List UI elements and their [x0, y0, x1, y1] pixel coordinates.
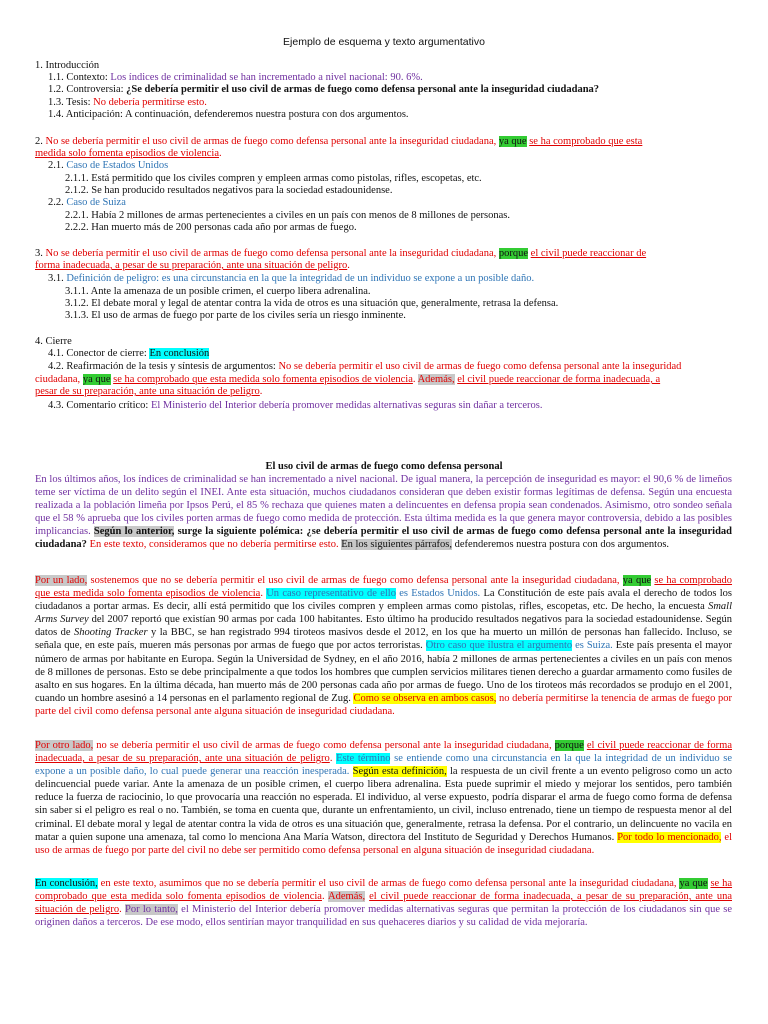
- arg3-num: 3.: [35, 248, 46, 259]
- c42-reason2a: el civil puede reaccionar de forma inadecuada, a: [457, 374, 661, 385]
- p1-controversy: surge la siguiente polémica: ¿se debería permitir el uso civil de armas de fuego como defensa personal ante la inseguridad ciudadana?: [35, 526, 732, 551]
- outline-3-1-2: 3.1.2. El debate moral y legal de atentar contra la vida de otros es una situación que, generalmente, retrasa la defensa.: [65, 298, 559, 309]
- arg2-connector: ya que: [498, 136, 527, 147]
- essay-paragraph-arg1: [35, 574, 732, 718]
- arg3-claim: No se debería permitir el uso civil de armas de fuego como defensa personal ante la inseguridad ciudadana,: [45, 248, 497, 259]
- anticipation-text: A continuación, defenderemos nuestra postura con dos argumentos.: [125, 109, 409, 120]
- s21-text: Caso de Estados Unidos: [66, 160, 169, 171]
- context-text: Los índices de criminalidad se han incrementado a nivel nacional: 90. 6%.: [110, 72, 423, 83]
- arg2-reason-end: .: [219, 148, 222, 159]
- outline-3-1-3: 3.1.3. El uso de armas de fuego por parte de los civiles sería un riesgo inminente.: [65, 310, 406, 321]
- p2-case1-connector: Un caso representativo de ello: [266, 588, 396, 600]
- p3-application-connector: Según esta definición,: [352, 766, 447, 778]
- p4-ademas: Además,: [328, 891, 366, 903]
- p2-dot: .: [260, 588, 263, 600]
- c42-reason: se ha comprobado que esta medida solo fomenta episodios de violencia: [113, 374, 413, 385]
- p4-dot: .: [321, 891, 325, 903]
- arg3-reason-end: .: [347, 260, 350, 271]
- intro-heading: 1. Introducción: [35, 60, 100, 71]
- arg2-claim: No se debería permitir el uso civil de armas de fuego como defensa personal ante la inseguridad ciudadana,: [45, 136, 497, 147]
- essay-paragraph-conclusion: [35, 877, 732, 929]
- essay-title: El uso civil de armas de fuego como defensa personal: [265, 461, 503, 472]
- p4-connector: En conclusión,: [35, 878, 98, 889]
- arg3-connector: porque: [498, 248, 529, 259]
- thesis-label: 1.3. Tesis:: [48, 97, 94, 108]
- document-title: Ejemplo de esquema y texto argumentativo: [283, 36, 485, 48]
- p3-reason: el civil puede reaccionar de forma inadecuada, a pesar de su preparación, ante una situación de peligro: [35, 740, 732, 765]
- arg2-reason-a: se ha comprobado que esta: [529, 136, 643, 147]
- c42-end: .: [259, 386, 263, 397]
- p3-definition: se entiende como una circunstancia en la que la integridad de un individuo se expone a un posible daño, lo cual puede generar una reacción inesperada.: [35, 753, 733, 778]
- s31-text: Definición de peligro: es una circunstancia en la que la integridad de un individuo se expone a un posible daño.: [66, 273, 535, 284]
- p4-critical: el Ministerio del Interior debería promover medidas alternativas seguras que permitan la protección de los ciudadanos sin que se originen daños a terceros. De ese modo, ellos sentirían mayor tranquilidad en sus quehaceres diarios y su calidad de vida mejoraría.: [35, 904, 733, 929]
- c41-text: En conclusión: [149, 348, 210, 359]
- outline-2-2: [48, 196, 126, 209]
- p2-text-4: Este país presenta el mayor número de armas por habitante en Europa. Según la Universidad de Sydney, en el año 2016, había 2 millones de armas pertenecientes a civiles en un país con menos de 8 millones de personas. Esto se debe principalmente a que todos los hombres que cumplen servicios militares tienen derecho a guardar armamento como fusiles de asalto en sus hogares. En la última década, han muerto más de 200 personas cada año por armas de fuego. Uno de los tiroteos más recordados se produjo en el 2001, cuando un hombre asesinó a 14 personas en el parlamento regional de Zug.: [35, 640, 733, 704]
- p2-text-1: La Constitución de este país avala el derecho de todos los ciudadanos a portar armas. Es decir, allí está permitido que los civiles compren y empleen armas como pistolas, rifles, escopetas, etc. De hecho, la encuesta: [35, 588, 733, 613]
- p3-dot: .: [329, 753, 333, 765]
- p2-text-2: del 2007 reportó que existían 90 armas por cada 100 habitantes. Esto último ha producido resultados negativos para la sociedad estadounidense. Según datos de: [35, 614, 732, 639]
- p3-text: la respuesta de un civil frente a un evento peligroso como un acto delincuencial puede variar. Ante la amenaza de un posible crimen, el cuerpo libera adrenalina. Esta puede suprimir el miedo y mejorar los sentidos, pero también reduce la fuerza de raciocinio, lo que provocaría una reacción no esperada. El individuo, al verse expuesto, podría disparar el arma de fuego como forma de defensa sin saber si el peligro es real o no. También, se toma en cuenta que, durante un enfrentamiento, un civil, incluso entrenado, tiene un tiempo de respuesta menor al del criminal. El debate moral y legal de atentar contra la vida de otros es una situación que, generalmente, retrasa la defensa. Por el contrario, un delincuente no vacila en matar a quien supone una amenaza, tal como lo menciona Ana María Watson, directora del Instituto de Seguridad y Derechos Humanos.: [35, 766, 733, 843]
- outline-controversy: [48, 83, 599, 96]
- p2-tracker-name: Shooting Tracker: [74, 627, 148, 639]
- essay-paragraph-intro: [35, 473, 732, 552]
- p1-thesis-connector: En este texto,: [89, 539, 147, 551]
- thesis-text: No debería permitirse esto.: [93, 97, 207, 108]
- p4-claim: en este texto, asumimos que no se debería permitir el uso civil de armas de fuego como defensa personal ante la inseguridad ciudadana,: [100, 878, 677, 889]
- p2-conclusion: no debería permitirse la tenencia de armas de fuego por parte del civil como defensa personal ante alguna situación de inseguridad ciudadana.: [35, 692, 733, 717]
- outline-4-2-line3: [35, 385, 262, 398]
- context-label: 1.1. Contexto:: [48, 72, 111, 83]
- p4-reason2: el civil puede reaccionar de forma inadecuada, a pesar de su preparación, ante una situación de peligro: [35, 891, 733, 916]
- outline-2-2-1: 2.2.1. Había 2 millones de armas pertenecientes a civiles en un país con menos de 8 millones de personas.: [65, 210, 510, 221]
- p2-text-3: y la BBC, se han registrado 994 tiroteos masivos desde el 2012, en los que ha muerto un millón de personas han fallecido. Incluso, se señala que, en este país, mueren más personas por armas de fuego que por actos terroristas.: [35, 627, 733, 652]
- arg3-reason-b: forma inadecuada, a pesar de su preparación, ante una situación de peligro: [35, 260, 348, 271]
- c41-label: 4.1. Conector de cierre:: [48, 348, 150, 359]
- outline-2-1-2: 2.1.2. Se han producido resultados negativos para la sociedad estadounidense.: [65, 185, 393, 196]
- p2-survey-name: Small Arms Survey: [35, 601, 732, 626]
- s22-text: Caso de Suiza: [66, 197, 126, 208]
- p2-case2-connector: Otro caso que ilustra el argumento: [425, 640, 573, 652]
- outline-3-1: [48, 272, 534, 285]
- c43-label: 4.3. Comentario crítico:: [48, 400, 151, 411]
- p3-because: porque: [554, 740, 584, 751]
- p1-thesis: consideramos que no debería permitirse esto.: [149, 539, 339, 551]
- p2-reason: se ha comprobado que esta medida solo fomenta episodios de violencia: [35, 575, 733, 600]
- p1-connector: Según lo anterior,: [93, 526, 175, 538]
- controversy-label: 1.2. Controversia:: [48, 84, 127, 95]
- p3-conclusion: el uso de armas de fuego por parte del civil no debe ser permitido como defensa personal en alguna situación de inseguridad ciudadana.: [35, 831, 732, 856]
- outline-4-2-line1: [48, 360, 681, 373]
- p4-critical-connector: Por lo tanto,: [124, 904, 178, 916]
- outline-2-2-2: 2.2.2. Han muerto más de 200 personas cada año por armas de fuego.: [65, 222, 357, 233]
- arg3-reason-a: el civil puede reaccionar de: [530, 248, 647, 259]
- s22-label: 2.2.: [48, 197, 67, 208]
- p4-dot2: .: [119, 904, 122, 916]
- p2-because: ya que: [622, 575, 652, 586]
- essay-paragraph-arg2: [35, 739, 732, 857]
- p3-claim: no se debería permitir el uso civil de armas de fuego como defensa personal ante la inseguridad ciudadana,: [96, 740, 552, 751]
- arg3-line2: [35, 259, 350, 272]
- c42-reason2b: pesar de su preparación, ante una situación de peligro: [35, 386, 260, 397]
- p4-because: ya que: [679, 878, 708, 889]
- controversy-text: ¿Se debería permitir el uso civil de armas de fuego como defensa personal ante la inseguridad ciudadana?: [126, 84, 600, 95]
- s31-label: 3.1.: [48, 273, 67, 284]
- p2-connector: Por un lado,: [35, 575, 88, 586]
- p1-anticipation: defenderemos nuestra postura con dos argumentos.: [454, 539, 670, 551]
- p3-definition-connector: Este término: [336, 753, 391, 765]
- outline-3-1-1: 3.1.1. Ante la amenaza de un posible crimen, el cuerpo libera adrenalina.: [65, 286, 371, 297]
- outline-4-1: [48, 347, 209, 360]
- outline-2-1-1: 2.1.1. Está permitido que los civiles compren y empleen armas como pistolas, rifles, escopetas, etc.: [65, 173, 482, 184]
- c42-dot: .: [412, 374, 416, 385]
- outline-2-1: [48, 159, 168, 172]
- p2-claim: sostenemos que no se debería permitir el uso civil de armas de fuego como defensa personal ante la inseguridad ciudadana,: [90, 575, 620, 586]
- p2-conclusion-connector: Como se observa en ambos casos,: [353, 692, 497, 704]
- anticipation-label: 1.4. Anticipación:: [48, 109, 125, 120]
- p4-reason: se ha comprobado que esta medida solo fomenta episodios de violencia: [35, 878, 733, 903]
- p3-conclusion-connector: Por todo lo mencionado,: [617, 831, 722, 843]
- p3-connector: Por otro lado,: [35, 740, 94, 751]
- c42-label: 4.2. Reafirmación de la tesis y síntesis de argumentos:: [48, 361, 279, 372]
- s21-label: 2.1.: [48, 160, 67, 171]
- c42-claim-a: No se debería permitir el uso civil de armas de fuego como defensa personal ante la inseguridad: [278, 361, 682, 372]
- outline-4-3: [48, 399, 543, 412]
- p2-case1: es Estados Unidos.: [399, 588, 481, 600]
- c43-text: El Ministerio del Interior debería promover medidas alternativas seguras sin dañar a terceros.: [150, 400, 543, 411]
- p2-case2: es Suiza.: [575, 640, 613, 652]
- arg2-num: 2.: [35, 136, 46, 147]
- p1-context: En los últimos años, los índices de criminalidad se han incrementado a nivel nacional. De igual manera, la percepción de inseguridad es mayor: el 90,6 % de limeños teme ser víctima de un delito según el INEI. Ante esta situación, muchos ciudadanos consideran que deben existir formas legítimas de defensa. Según una encuesta realizada a la población limeña por Ipsos Perú, el 85 % rechaza que quienes maten a delincuentes en defensa propia sean condenados. Asimismo, otro sondeo señala que el 58 % aprueba que los civiles porten armas de fuego como medida de protección. Esta última medida es la que genera mayor controversia, debido a las posibles implicancias.: [35, 474, 732, 538]
- outline-anticipation: [48, 108, 409, 121]
- close-heading: 4. Cierre: [35, 336, 72, 347]
- p1-anticipation-connector: En los siguientes párrafos,: [341, 539, 453, 551]
- c42-ademas: Además,: [417, 374, 455, 385]
- c42-claim-b: ciudadana,: [35, 374, 81, 385]
- arg2-reason-b: medida solo fomenta episodios de violencia: [35, 148, 219, 159]
- c42-connector: ya que: [82, 374, 111, 385]
